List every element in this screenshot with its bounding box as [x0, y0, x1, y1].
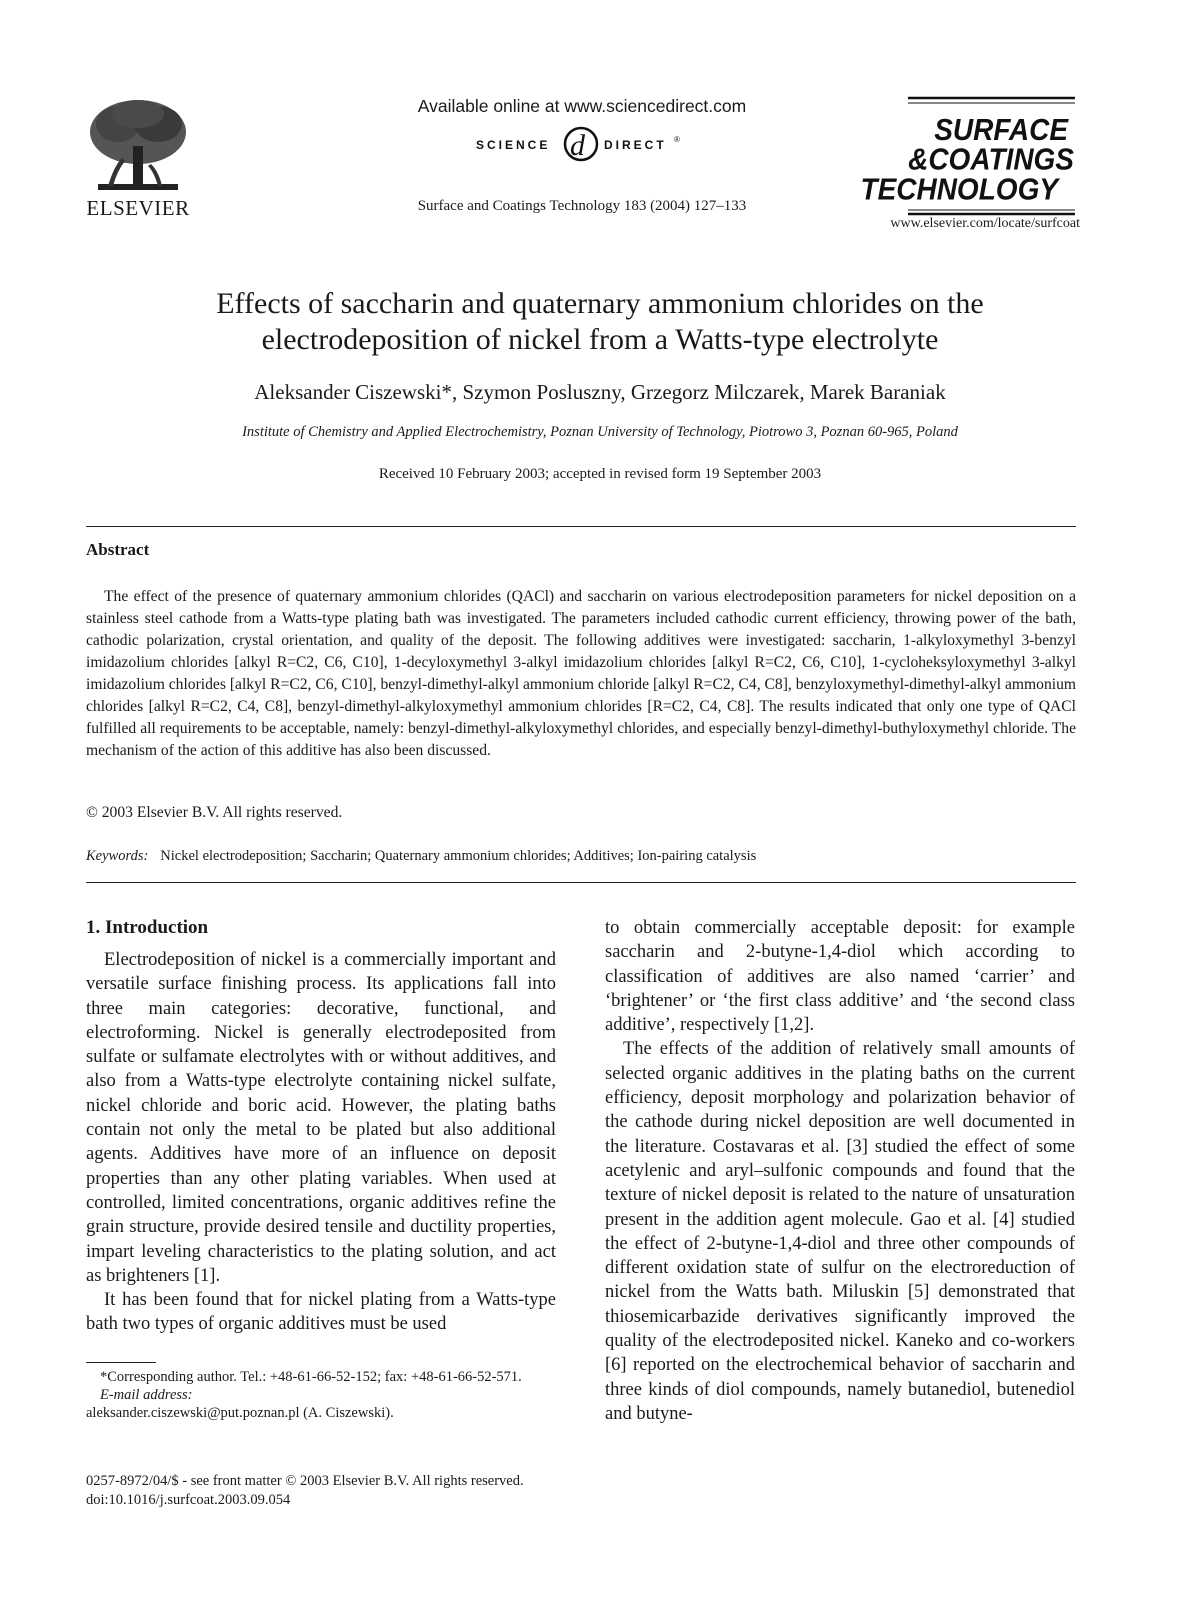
author-email[interactable]: aleksander.ciszewski@put.poznan.pl (A. Ciszewski). [86, 1405, 394, 1421]
available-online-text: Available online at www.sciencedirect.com [417, 96, 747, 116]
journal-logo-line-3: TECHNOLOGY [860, 172, 1058, 207]
paper-title [100, 286, 1100, 358]
journal-logo-line-1: SURFACE [934, 112, 1068, 148]
journal-logo [860, 96, 1075, 214]
keywords-text: Nickel electrodeposition; Saccharin; Quaternary ammonium chlorides; Additives; Ion-pairing catalysis [160, 848, 757, 864]
corresponding-author-note: *Corresponding author. Tel.: +48-61-66-52-152; fax: +48-61-66-52-571. [100, 1369, 522, 1385]
left-paragraph-2: It has been found that for nickel plating from a Watts-type bath two types of organic additives must be used [86, 1290, 556, 1335]
front-matter [86, 1472, 524, 1510]
keywords-label: Keywords: [86, 848, 149, 864]
journal-url[interactable]: www.elsevier.com/locate/surfcoat [890, 216, 1080, 231]
received-dates: Received 10 February 2003; accepted in revised form 19 September 2003 [378, 466, 822, 482]
right-paragraph-1: to obtain commercially acceptable deposit: for example saccharin and 2-butyne-1,4-diol which according to classification of additives are also named ‘carrier’ and ‘brightener’ or ‘the first class additive’ and ‘the second class additive’, respectively [1,2]. [605, 918, 1075, 1036]
right-paragraph-2: The effects of the addition of relatively small amounts of selected organic additives in the plating baths on the current efficiency, deposit morphology and polarization behavior of the cathode during nickel deposition are well documented in the literature. Costavaras et al. [3] studied the effect of some acetylenic and aryl–sulfonic compounds and found that the texture of nickel deposit is related to the nature of unsaturation present in the addition agent molecule. Gao et al. [4] studied the effect of 2-butyne-1,4-diol and three other compounds of different oxidation state of sulfur on the electroreduction of nickel from the Watts bath. Miluskin [5] demonstrated that thiosemicarbazide derivatives significantly improved the quality of the electrodeposited nickel. Kaneko and co-workers [6] reported on the electrochemical behavior of saccharin and three kinds of diol compounds, namely butanediol, butenediol and butyne- [605, 1039, 1075, 1424]
publisher-name: ELSEVIER [86, 196, 190, 220]
left-paragraph-1: Electrodeposition of nickel is a commercially important and versatile surface finishing process. Its applications fall into three main categories: decorative, functional, and electroforming. Nickel is generally electrodeposited from sulfate or sulfamate electrolytes with or without additives, and also from a Watts-type electrolyte containing nickel sulfate, nickel chloride and boric acid. However, the plating baths contain not only the metal to be plated but also additional agents. Additives have more of an influence on deposit properties than any other plating variables. When used at controlled, limited concentrations, organic additives refine the grain structure, provide desired tensile and ductility properties, impart leveling characteristics to the plating solution, and act as brighteners [1]. [86, 950, 556, 1286]
body-right-column [605, 916, 1075, 1426]
footnote [86, 1368, 556, 1422]
registered-mark: ® [674, 135, 680, 144]
tree-icon [78, 96, 198, 196]
keywords [86, 848, 1076, 865]
sciencedirect-right-text: DIRECT [604, 138, 667, 152]
abstract-text: The effect of the presence of quaternary ammonium chlorides (QACl) and saccharin on various electrodeposition parameters for nickel deposition on a stainless steel cathode from a Watts-type plating bath was investigated. The parameters included cathodic current efficiency, throwing power of the bath, cathodic polarization, crystal orientation, and quality of the deposit. The following additives were investigated: saccharin, 1-alkyloxymethyl 3-benzyl imidazolium chlorides [alkyl R=C2, C6, C10], 1-decyloxymethyl 3-alkyl imidazolium chlorides [alkyl R=C2, C6, C10], 1-cycloheksyloxymethyl 3-alkyl imidazolium chlorides [alkyl R=C2, C6, C10], benzyl-dimethyl-alkyl ammonium chloride [alkyl R=C2, C4, C8], benzyloxymethyl-dimethyl-alkyl ammonium chlorides [alkyl R=C2, C4, C8], benzyl-dimethyl-alkyloxymethyl ammonium chlorides [R=C2, C4, C8]. The results indicated that only one type of QACl fulfilled all requirements to be acceptable, namely: benzyl-dimethyl-alkyloxymethyl chlorides, and especially benzyl-dimethyl-buthyloxymethyl chloride. The mechanism of the action of this additive has also been discussed. [86, 588, 1076, 759]
sciencedirect-left-text: SCIENCE [476, 138, 551, 152]
doi[interactable]: doi:10.1016/j.surfcoat.2003.09.054 [86, 1492, 291, 1508]
footnote-divider [86, 1362, 156, 1363]
email-label: E-mail address: [100, 1387, 193, 1403]
section-heading: 1. Introduction [86, 917, 209, 938]
divider-bottom [86, 882, 1076, 883]
abstract-copyright: © 2003 Elsevier B.V. All rights reserved. [86, 804, 343, 821]
body-left-column [86, 916, 556, 1337]
divider-top [86, 526, 1076, 527]
journal-citation: Surface and Coatings Technology 183 (2004) 127–133 [417, 198, 747, 214]
journal-logo-line-2: &COATINGS [908, 142, 1074, 178]
abstract-heading: Abstract [86, 540, 150, 559]
front-matter-line-1: 0257-8972/04/$ - see front matter © 2003 Elsevier B.V. All rights reserved. [86, 1473, 524, 1489]
title-line-2: electrodeposition of nickel from a Watts-type electrolyte [261, 323, 939, 356]
svg-text:d: d [570, 129, 585, 162]
sciencedirect-d-icon [565, 128, 597, 162]
sciencedirect-logo [468, 122, 698, 166]
authors: Aleksander Ciszewski*, Szymon Posluszny, Grzegorz Milczarek, Marek Baraniak [254, 380, 946, 404]
affiliation: Institute of Chemistry and Applied Electrochemistry, Poznan University of Technology, Piotrowo 3, Poznan 60-965, Poland [242, 424, 958, 440]
title-line-1: Effects of saccharin and quaternary ammonium chlorides on the [216, 287, 984, 320]
